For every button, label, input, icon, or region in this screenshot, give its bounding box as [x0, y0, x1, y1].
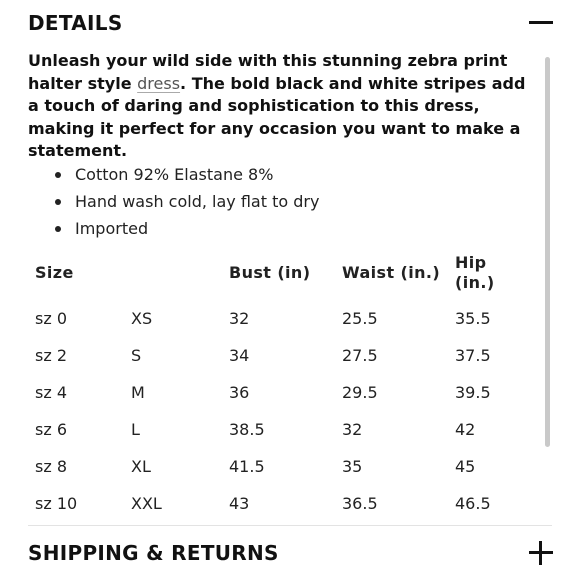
- feature-text: Hand wash cold, lay flat to dry: [75, 192, 320, 211]
- cell-waist: 27.5: [342, 346, 378, 365]
- cell-bust: 41.5: [229, 457, 265, 476]
- cell-bust: 32: [229, 309, 250, 328]
- list-item: [28, 188, 319, 215]
- table-row: [27, 374, 527, 411]
- list-item: [28, 161, 319, 188]
- cell-bust: 34: [229, 346, 250, 365]
- section-divider: [28, 525, 552, 526]
- details-header[interactable]: [28, 8, 554, 38]
- cell-waist: 32: [342, 420, 363, 439]
- header-waist: Waist (in.): [342, 263, 441, 282]
- cell-size: sz 6: [35, 420, 67, 439]
- cell-bust: 38.5: [229, 420, 265, 439]
- table-row: [27, 300, 527, 337]
- shipping-returns-title: SHIPPING & RETURNS: [28, 541, 279, 565]
- shipping-returns-header[interactable]: [28, 538, 554, 568]
- cell-size: sz 0: [35, 309, 67, 328]
- cell-hip: 45: [455, 457, 476, 476]
- cell-letter: XXL: [131, 494, 162, 513]
- bullet-dot-icon: [55, 226, 61, 232]
- cell-hip: 37.5: [455, 346, 491, 365]
- header-size: Size: [35, 263, 74, 282]
- size-chart-table: [27, 246, 527, 522]
- expand-plus-icon[interactable]: [528, 540, 554, 566]
- cell-size: sz 4: [35, 383, 67, 402]
- cell-waist: 36.5: [342, 494, 378, 513]
- cell-letter: M: [131, 383, 145, 402]
- cell-hip: 39.5: [455, 383, 491, 402]
- cell-hip: 35.5: [455, 309, 491, 328]
- scrollbar[interactable]: [545, 57, 550, 447]
- header-bust: Bust (in): [229, 263, 311, 282]
- bullet-dot-icon: [55, 199, 61, 205]
- cell-bust: 43: [229, 494, 250, 513]
- product-description: [28, 50, 528, 163]
- cell-letter: S: [131, 346, 142, 365]
- cell-waist: 25.5: [342, 309, 378, 328]
- bullet-dot-icon: [55, 172, 61, 178]
- cell-size: sz 10: [35, 494, 78, 513]
- cell-size: sz 2: [35, 346, 67, 365]
- cell-letter: XL: [131, 457, 151, 476]
- list-item: [28, 215, 319, 242]
- feature-text: Imported: [75, 219, 149, 238]
- dress-link[interactable]: dress: [137, 73, 181, 93]
- feature-text: Cotton 92% Elastane 8%: [75, 165, 274, 184]
- table-header-row: [27, 246, 527, 300]
- cell-letter: XS: [131, 309, 153, 328]
- cell-letter: L: [131, 420, 140, 439]
- description-text-start: Unleash your wild side with this stunning zebra print halter style: [28, 51, 508, 93]
- product-features-list: [28, 161, 319, 242]
- details-title: DETAILS: [28, 11, 123, 35]
- description-text-end: . The bold black and white stripes add a touch of daring and sophistication to this dress, making it perfect for any occasion you want to make a statement.: [28, 73, 526, 160]
- cell-hip: 42: [455, 420, 476, 439]
- cell-waist: 29.5: [342, 383, 378, 402]
- collapse-minus-icon[interactable]: [528, 10, 554, 36]
- cell-bust: 36: [229, 383, 250, 402]
- table-row: [27, 448, 527, 485]
- table-row: [27, 411, 527, 448]
- cell-waist: 35: [342, 457, 363, 476]
- header-letter: [123, 246, 221, 300]
- cell-hip: 46.5: [455, 494, 491, 513]
- table-row: [27, 485, 527, 522]
- header-hip: Hip (in.): [455, 253, 495, 292]
- table-row: [27, 337, 527, 374]
- cell-size: sz 8: [35, 457, 67, 476]
